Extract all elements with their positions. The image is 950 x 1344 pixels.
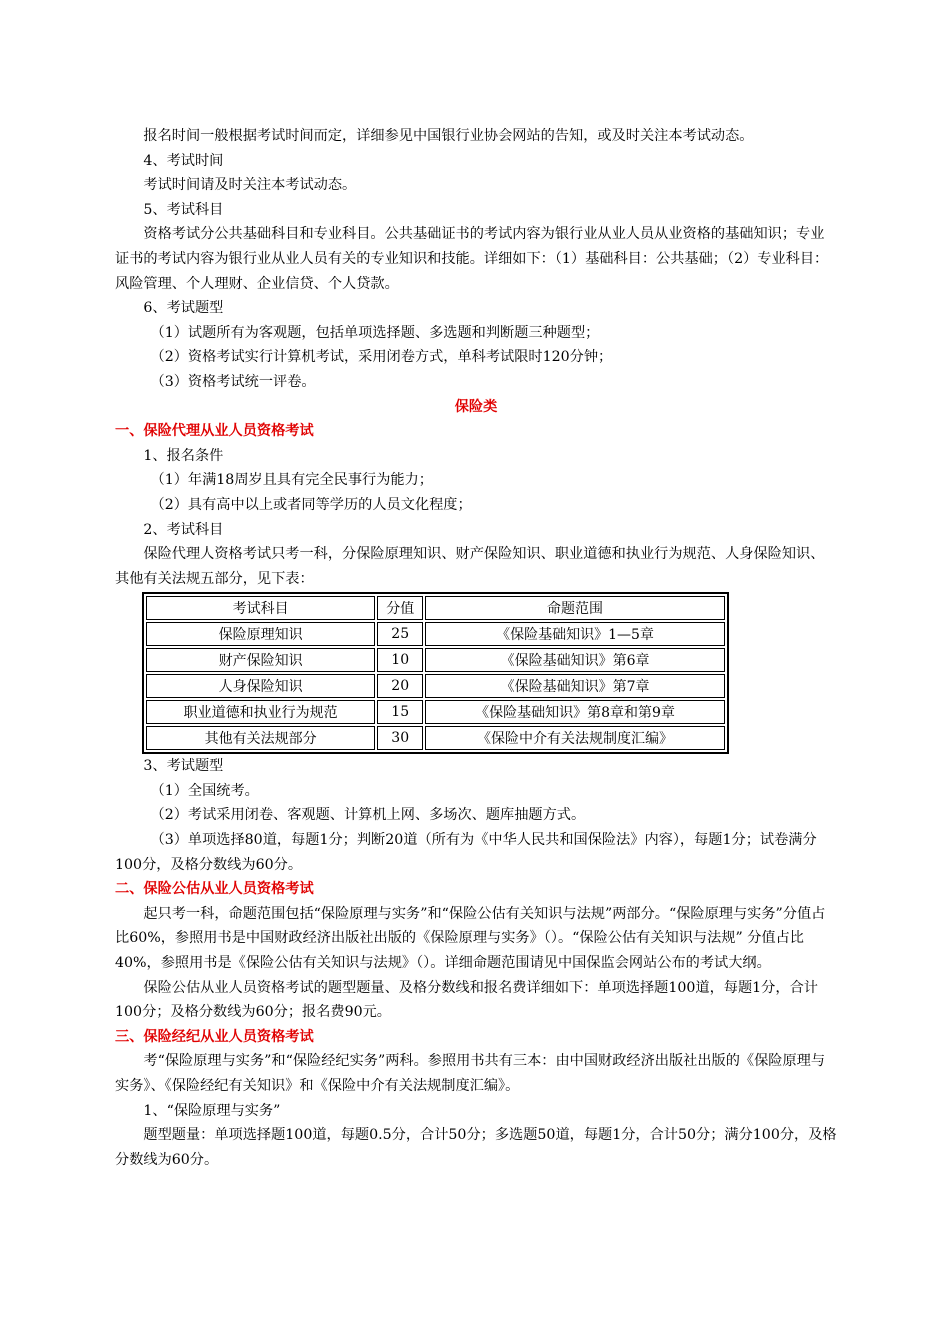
table-cell: 15 (377, 700, 423, 724)
table-cell: 财产保险知识 (146, 648, 375, 672)
table-cell: 20 (377, 674, 423, 698)
list-item: （1）年满18周岁且具有完全民事行为能力； (150, 472, 433, 489)
table-cell: 《保险基础知识》第8章和第9章 (425, 700, 725, 724)
table-row (146, 700, 725, 724)
paragraph-assessor-scope: 起只考一科，命题范围包括“保险原理与实务”和“保险公估有关知识与法规”两部分。“保险原理与实务”分值占比60%，参照用书是中国财政经济出版社出版的《保险原理与实务》（）。“保险公估有关知识与法规” 分值占比40%，参照用书是《保险公估有关知识与法规》（）。详细命题范围请见中国保监会网站公布的考试大纲。 (115, 905, 826, 972)
paragraph-assessor-format: 保险公估从业人员资格考试的题型题量、及格分数线和报名费详细如下：单项选择题100道，每题1分，合计100分；及格分数线为60分；报名费90元。 (115, 979, 818, 1021)
list-item: （1）全国统考。 (150, 782, 259, 799)
heading-question-types: 6、考试题型 (143, 300, 224, 317)
exam-subjects-table (142, 592, 729, 754)
list-item: （2）考试采用闭卷、客观题、计算机上网、多场次、题库抽题方式。 (150, 807, 586, 824)
table-cell: 职业道德和执业行为规范 (146, 700, 375, 724)
section-title-broker: 三、保险经纪从业人员资格考试 (115, 1028, 314, 1045)
section-title-assessor: 二、保险公估从业人员资格考试 (115, 881, 314, 898)
paragraph-broker-format: 题型题量：单项选择题100道，每题0.5分，合计50分；多选题50道，每题1分，合计50分；满分100分，及格分数线为60分。 (115, 1127, 837, 1168)
document-page (115, 124, 837, 1172)
paragraph-exam-subjects: 资格考试分公共基础科目和专业科目。公共基础证书的考试内容为银行业从业人员从业资格的基础知识；专业证书的考试内容为银行业从业人员有关的专业知识和技能。详细如下：（1）基础科目：公共基础；（2）专业科目：风险管理、个人理财、企业信贷、个人贷款。 (115, 226, 829, 292)
table-header: 命题范围 (425, 596, 725, 620)
table-row (146, 726, 725, 750)
list-item: （2）具有高中以上或者同等学历的人员文化程度； (150, 496, 472, 513)
table-cell: 人身保险知识 (146, 674, 375, 698)
table-header: 考试科目 (146, 596, 375, 620)
heading-exam-subjects: 5、考试科目 (143, 201, 224, 218)
heading-broker-subject: 1、“保险原理与实务” (143, 1102, 281, 1119)
paragraph-agent-intro: 保险代理人资格考试只考一科，分保险原理知识、财产保险知识、职业道德和执业行为规范、人身保险知识、其他有关法规五部分，见下表： (115, 546, 825, 587)
table-cell: 《保险基础知识》第6章 (425, 648, 725, 672)
table-cell: 25 (377, 622, 423, 646)
table-row (146, 622, 725, 646)
paragraph-broker-intro: 考“保险原理与实务”和“保险经纪实务”两科。参照用书共有三本：由中国财政经济出版社出版的《保险原理与实务》、《保险经纪有关知识》和《保险中介有关法规制度汇编》。 (115, 1053, 826, 1094)
category-title: 保险类 (454, 398, 498, 415)
heading-question-types-agent: 3、考试题型 (143, 758, 224, 775)
table-row (146, 674, 725, 698)
paragraph-registration-time: 报名时间一般根据考试时间而定，详细参见中国银行业协会网站的告知，或及时关注本考试动态。 (143, 128, 754, 144)
heading-exam-time: 4、考试时间 (143, 152, 224, 169)
table-cell: 保险原理知识 (146, 622, 375, 646)
table-cell: 其他有关法规部分 (146, 726, 375, 750)
list-item: （1）试题所有为客观题，包括单项选择题、多选题和判断题三种题型； (150, 324, 600, 341)
table-row (146, 648, 725, 672)
list-item: （2）资格考试实行计算机考试，采用闭卷方式，单科考试限时120分钟； (150, 349, 613, 366)
paragraph-exam-time: 考试时间请及时关注本考试动态。 (143, 177, 357, 194)
table-header: 分值 (377, 596, 423, 620)
heading-registration-conditions: 1、报名条件 (143, 447, 224, 464)
table-cell: 《保险中介有关法规制度汇编》 (425, 726, 725, 750)
table-cell: 《保险基础知识》1—5章 (425, 622, 725, 646)
section-title-agent: 一、保险代理从业人员资格考试 (115, 423, 314, 440)
table-header-row (146, 596, 725, 620)
table-cell: 30 (377, 726, 423, 750)
table-cell: 《保险基础知识》第7章 (425, 674, 725, 698)
heading-exam-subjects-agent: 2、考试科目 (143, 521, 224, 538)
list-item: （3）资格考试统一评卷。 (150, 373, 316, 390)
table-cell: 10 (377, 648, 423, 672)
list-item: （3）单项选择80道，每题1分；判断20道（所有为《中华人民共和国保险法》内容），每题1分；试卷满分100分，及格分数线为60分。 (115, 832, 817, 873)
